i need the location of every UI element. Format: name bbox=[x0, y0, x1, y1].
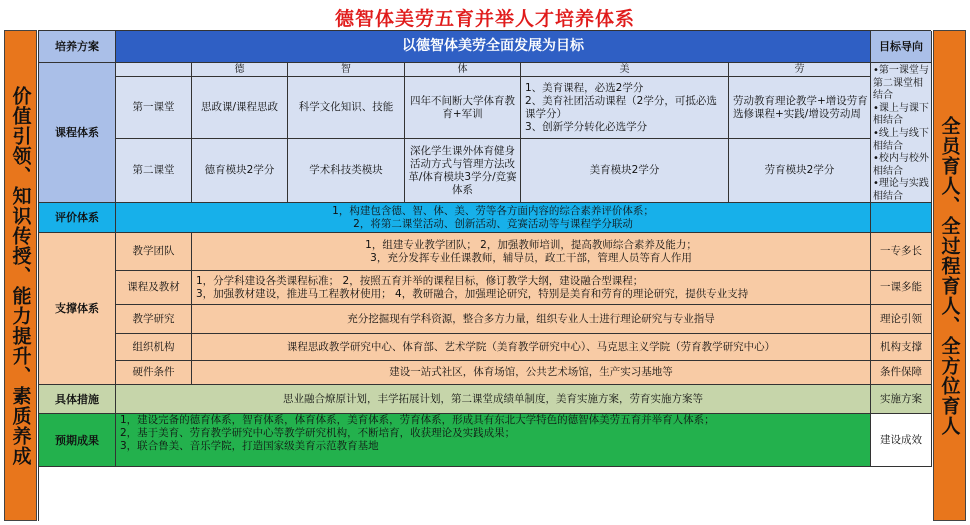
curriculum-label: 课程体系 bbox=[39, 63, 116, 203]
support-row-label: 教学团队 bbox=[116, 233, 192, 271]
first-classroom-de: 思政课/课程思政 bbox=[192, 77, 288, 139]
support-row-content: 建设一站式社区，体育场馆，公共艺术场馆，生产实习基地等 bbox=[192, 361, 871, 385]
right-banner-text: 全员育人、全过程育人、全方位育人 bbox=[938, 115, 961, 436]
support-row-tag: 条件保障 bbox=[871, 361, 932, 385]
header-orientation: 目标导向 bbox=[871, 31, 932, 63]
support-row-tag: 一专多长 bbox=[871, 233, 932, 271]
first-classroom-lao: 劳动教育理论教学+增设劳育选修课程+实践/增设劳动周 bbox=[729, 77, 871, 139]
goal-item: •校内与校外相结合 bbox=[873, 153, 929, 177]
support-row-content: 课程思政教学研究中心、体育部、艺术学院（美育教学研究中心）、马克思主义学院（劳育教学研究中心） bbox=[192, 334, 871, 361]
support-row-label: 课程及教材 bbox=[116, 271, 192, 305]
column-header-blank bbox=[116, 63, 192, 77]
left-banner bbox=[4, 30, 37, 521]
first-classroom-ti: 四年不间断大学体育教育+军训 bbox=[405, 77, 521, 139]
results-line: 1，建设完备的德育体系，智育体系，体育体系，美育体系，劳育体系，形成具有东北大学特色的德智体美劳五育并举育人体系； bbox=[120, 414, 715, 426]
support-row-content: 1，组建专业教学团队； 2，加强教师培训，提高教师综合素养及能力； 3，充分发挥专业任课教师，辅导员，政工干部，管理人员等育人作用 bbox=[192, 233, 871, 271]
goal-item: •课上与课下相结合 bbox=[873, 102, 929, 127]
evaluation-line: 2，将第二课堂活动、创新活动、竞赛活动等与课程学分联动 bbox=[353, 217, 633, 230]
evaluation-content bbox=[116, 203, 871, 233]
second-classroom-de: 德育模块2学分 bbox=[192, 139, 288, 203]
column-header-mei: 美 bbox=[521, 63, 729, 77]
column-header-de: 德 bbox=[192, 63, 288, 77]
page-title: 德智体美劳五育并举人才培养体系 bbox=[334, 8, 635, 30]
first-classroom-label: 第一课堂 bbox=[116, 77, 192, 139]
goal-item: •理论与实践相结合 bbox=[873, 178, 929, 202]
support-row-tag: 一课多能 bbox=[871, 271, 932, 305]
second-classroom-mei: 美育模块2学分 bbox=[521, 139, 729, 203]
support-row-label: 教学研究 bbox=[116, 305, 192, 334]
column-header-lao: 劳 bbox=[729, 63, 871, 77]
support-label: 支撑体系 bbox=[39, 233, 116, 385]
support-row-label: 组织机构 bbox=[116, 334, 192, 361]
support-row-label: 硬件条件 bbox=[116, 361, 192, 385]
second-classroom-ti: 深化学生课外体育健身活动方式与管理方法改革/体育模块3学分/竞赛体系 bbox=[405, 139, 521, 203]
support-row-content: 充分挖掘现有学科资源，整合多方力量，组织专业人士进行理论研究与专业指导 bbox=[192, 305, 871, 334]
left-banner-text: 价值引领、知识传授、能力提升、素质养成 bbox=[9, 85, 32, 466]
evaluation-line: 1，构建包含德、智、体、美、劳等各方面内容的综合素养评价体系； bbox=[332, 204, 654, 217]
first-classroom-zhi: 科学文化知识、技能 bbox=[288, 77, 405, 139]
column-header-zhi: 智 bbox=[288, 63, 405, 77]
second-classroom-label: 第二课堂 bbox=[116, 139, 192, 203]
results-tag: 建设成效 bbox=[871, 414, 932, 467]
evaluation-label: 评价体系 bbox=[39, 203, 116, 233]
results-content bbox=[116, 414, 871, 467]
header-goal-main: 以德智体美劳全面发展为目标 bbox=[116, 31, 871, 63]
support-row-content: 1，分学科建设各类课程标准； 2，按照五育并举的课程目标，修订教学大纲，建设融合型课程； 3，加强教材建设，推进马工程教材使用； 4，教研融合，加强理论研究，特别是美育和劳育的理论研究，提供专业支持 bbox=[192, 271, 871, 305]
measures-tag: 实施方案 bbox=[871, 385, 932, 414]
measures-content: 思业融合燎原计划，丰学拓展计划，第二课堂成绩单制度，美育实施方案，劳育实施方案等 bbox=[116, 385, 871, 414]
results-line: 2，基于美育、劳育教学研究中心等教学研究机构，不断培育，收获理论及实践成果； bbox=[120, 427, 516, 439]
header-plan: 培养方案 bbox=[39, 31, 116, 63]
results-line: 3，联合鲁美、音乐学院，打造国家级美育示范教育基地 bbox=[120, 440, 379, 452]
first-classroom-mei: 1、美育课程，必选2学分 2、美育社团活动课程（2学分，可抵必选课学分） 3、创新学分转化必选学分 bbox=[521, 77, 729, 139]
results-label: 预期成果 bbox=[39, 414, 116, 467]
column-header-ti: 体 bbox=[405, 63, 521, 77]
second-classroom-zhi: 学术科技类模块 bbox=[288, 139, 405, 203]
system-table bbox=[38, 30, 931, 521]
second-classroom-lao: 劳育模块2学分 bbox=[729, 139, 871, 203]
goal-item: •第一课堂与第二课堂相结合 bbox=[873, 65, 929, 102]
support-row-tag: 机构支撑 bbox=[871, 334, 932, 361]
evaluation-tag-blank bbox=[871, 203, 932, 233]
goal-item: •线上与线下相结合 bbox=[873, 127, 929, 152]
curriculum-goals bbox=[871, 63, 932, 203]
measures-label: 具体措施 bbox=[39, 385, 116, 414]
support-row-tag: 理论引领 bbox=[871, 305, 932, 334]
right-banner bbox=[933, 30, 966, 521]
